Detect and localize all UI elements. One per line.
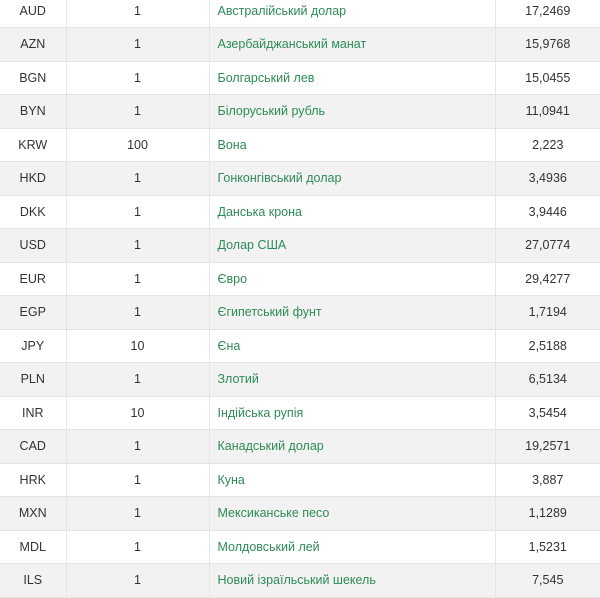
- currency-units: 1: [66, 28, 209, 62]
- currency-rate: 1,1289: [495, 497, 600, 531]
- table-row: [0, 128, 600, 162]
- currency-units: 1: [66, 229, 209, 263]
- table-row: [0, 363, 600, 397]
- currency-rate: 15,9768: [495, 28, 600, 62]
- currency-rate: 17,2469: [495, 0, 600, 28]
- table-row: [0, 564, 600, 598]
- currency-units: 1: [66, 363, 209, 397]
- table-row: [0, 0, 600, 28]
- currency-units: 1: [66, 564, 209, 598]
- currency-name-link[interactable]: Болгарський лев: [209, 61, 495, 95]
- currency-code: DKK: [0, 195, 66, 229]
- currency-code: MDL: [0, 530, 66, 564]
- currency-name-link[interactable]: Новий ізраїльський шекель: [209, 564, 495, 598]
- currency-rate: 1,7194: [495, 296, 600, 330]
- currency-rate: 3,887: [495, 463, 600, 497]
- currency-rate: 19,2571: [495, 430, 600, 464]
- currency-code: PLN: [0, 363, 66, 397]
- currency-units: 1: [66, 530, 209, 564]
- currency-name-link[interactable]: Єна: [209, 329, 495, 363]
- table-row: [0, 95, 600, 129]
- currency-units: 1: [66, 95, 209, 129]
- currency-units: 1: [66, 162, 209, 196]
- table-row: [0, 162, 600, 196]
- table-row: [0, 28, 600, 62]
- currency-name-link[interactable]: Молдовський лей: [209, 530, 495, 564]
- currency-rate: 27,0774: [495, 229, 600, 263]
- table-row: [0, 195, 600, 229]
- currency-rate: 7,545: [495, 564, 600, 598]
- currency-code: KRW: [0, 128, 66, 162]
- currency-rate: 1,5231: [495, 530, 600, 564]
- table-row: [0, 229, 600, 263]
- table-row: [0, 530, 600, 564]
- currency-code: BYN: [0, 95, 66, 129]
- currency-name-link[interactable]: Данська крона: [209, 195, 495, 229]
- currency-rate: 29,4277: [495, 262, 600, 296]
- currency-name-link[interactable]: Індійська рупія: [209, 396, 495, 430]
- currency-code: INR: [0, 396, 66, 430]
- currency-units: 10: [66, 329, 209, 363]
- currency-units: 1: [66, 296, 209, 330]
- currency-units: 100: [66, 128, 209, 162]
- currency-name-link[interactable]: Злотий: [209, 363, 495, 397]
- currency-code: USD: [0, 229, 66, 263]
- table-row: [0, 296, 600, 330]
- currency-name-link[interactable]: Азербайджанський манат: [209, 28, 495, 62]
- currency-rate: 3,4936: [495, 162, 600, 196]
- currency-name-link[interactable]: Білоруський рубль: [209, 95, 495, 129]
- table-row: [0, 497, 600, 531]
- currency-rate: 3,9446: [495, 195, 600, 229]
- currency-code: AUD: [0, 0, 66, 28]
- table-row: [0, 262, 600, 296]
- currency-code: JPY: [0, 329, 66, 363]
- currency-units: 10: [66, 396, 209, 430]
- table-row: [0, 463, 600, 497]
- currency-code: BGN: [0, 61, 66, 95]
- currency-code: HRK: [0, 463, 66, 497]
- currency-units: 1: [66, 430, 209, 464]
- currency-name-link[interactable]: Австралійський долар: [209, 0, 495, 28]
- table-row: [0, 61, 600, 95]
- currency-rate: 11,0941: [495, 95, 600, 129]
- currency-code: AZN: [0, 28, 66, 62]
- currency-units: 1: [66, 497, 209, 531]
- currency-name-link[interactable]: Євро: [209, 262, 495, 296]
- currency-code: CAD: [0, 430, 66, 464]
- currency-units: 1: [66, 61, 209, 95]
- currency-code: EGP: [0, 296, 66, 330]
- currency-name-link[interactable]: Куна: [209, 463, 495, 497]
- table-row: [0, 430, 600, 464]
- currency-units: 1: [66, 463, 209, 497]
- currency-units: 1: [66, 195, 209, 229]
- currency-code: HKD: [0, 162, 66, 196]
- currency-rate: 2,5188: [495, 329, 600, 363]
- currency-code: ILS: [0, 564, 66, 598]
- currency-name-link[interactable]: Долар США: [209, 229, 495, 263]
- currency-code: EUR: [0, 262, 66, 296]
- currency-units: 1: [66, 262, 209, 296]
- currency-rate: 6,5134: [495, 363, 600, 397]
- currency-rate: 3,5454: [495, 396, 600, 430]
- currency-rate: 15,0455: [495, 61, 600, 95]
- currency-rate: 2,223: [495, 128, 600, 162]
- currency-name-link[interactable]: Вона: [209, 128, 495, 162]
- currency-name-link[interactable]: Єгипетський фунт: [209, 296, 495, 330]
- table-row: [0, 329, 600, 363]
- currency-code: MXN: [0, 497, 66, 531]
- table-row: [0, 396, 600, 430]
- currency-name-link[interactable]: Мексиканське песо: [209, 497, 495, 531]
- currency-name-link[interactable]: Гонконгівський долар: [209, 162, 495, 196]
- currency-units: 1: [66, 0, 209, 28]
- currency-name-link[interactable]: Канадський долар: [209, 430, 495, 464]
